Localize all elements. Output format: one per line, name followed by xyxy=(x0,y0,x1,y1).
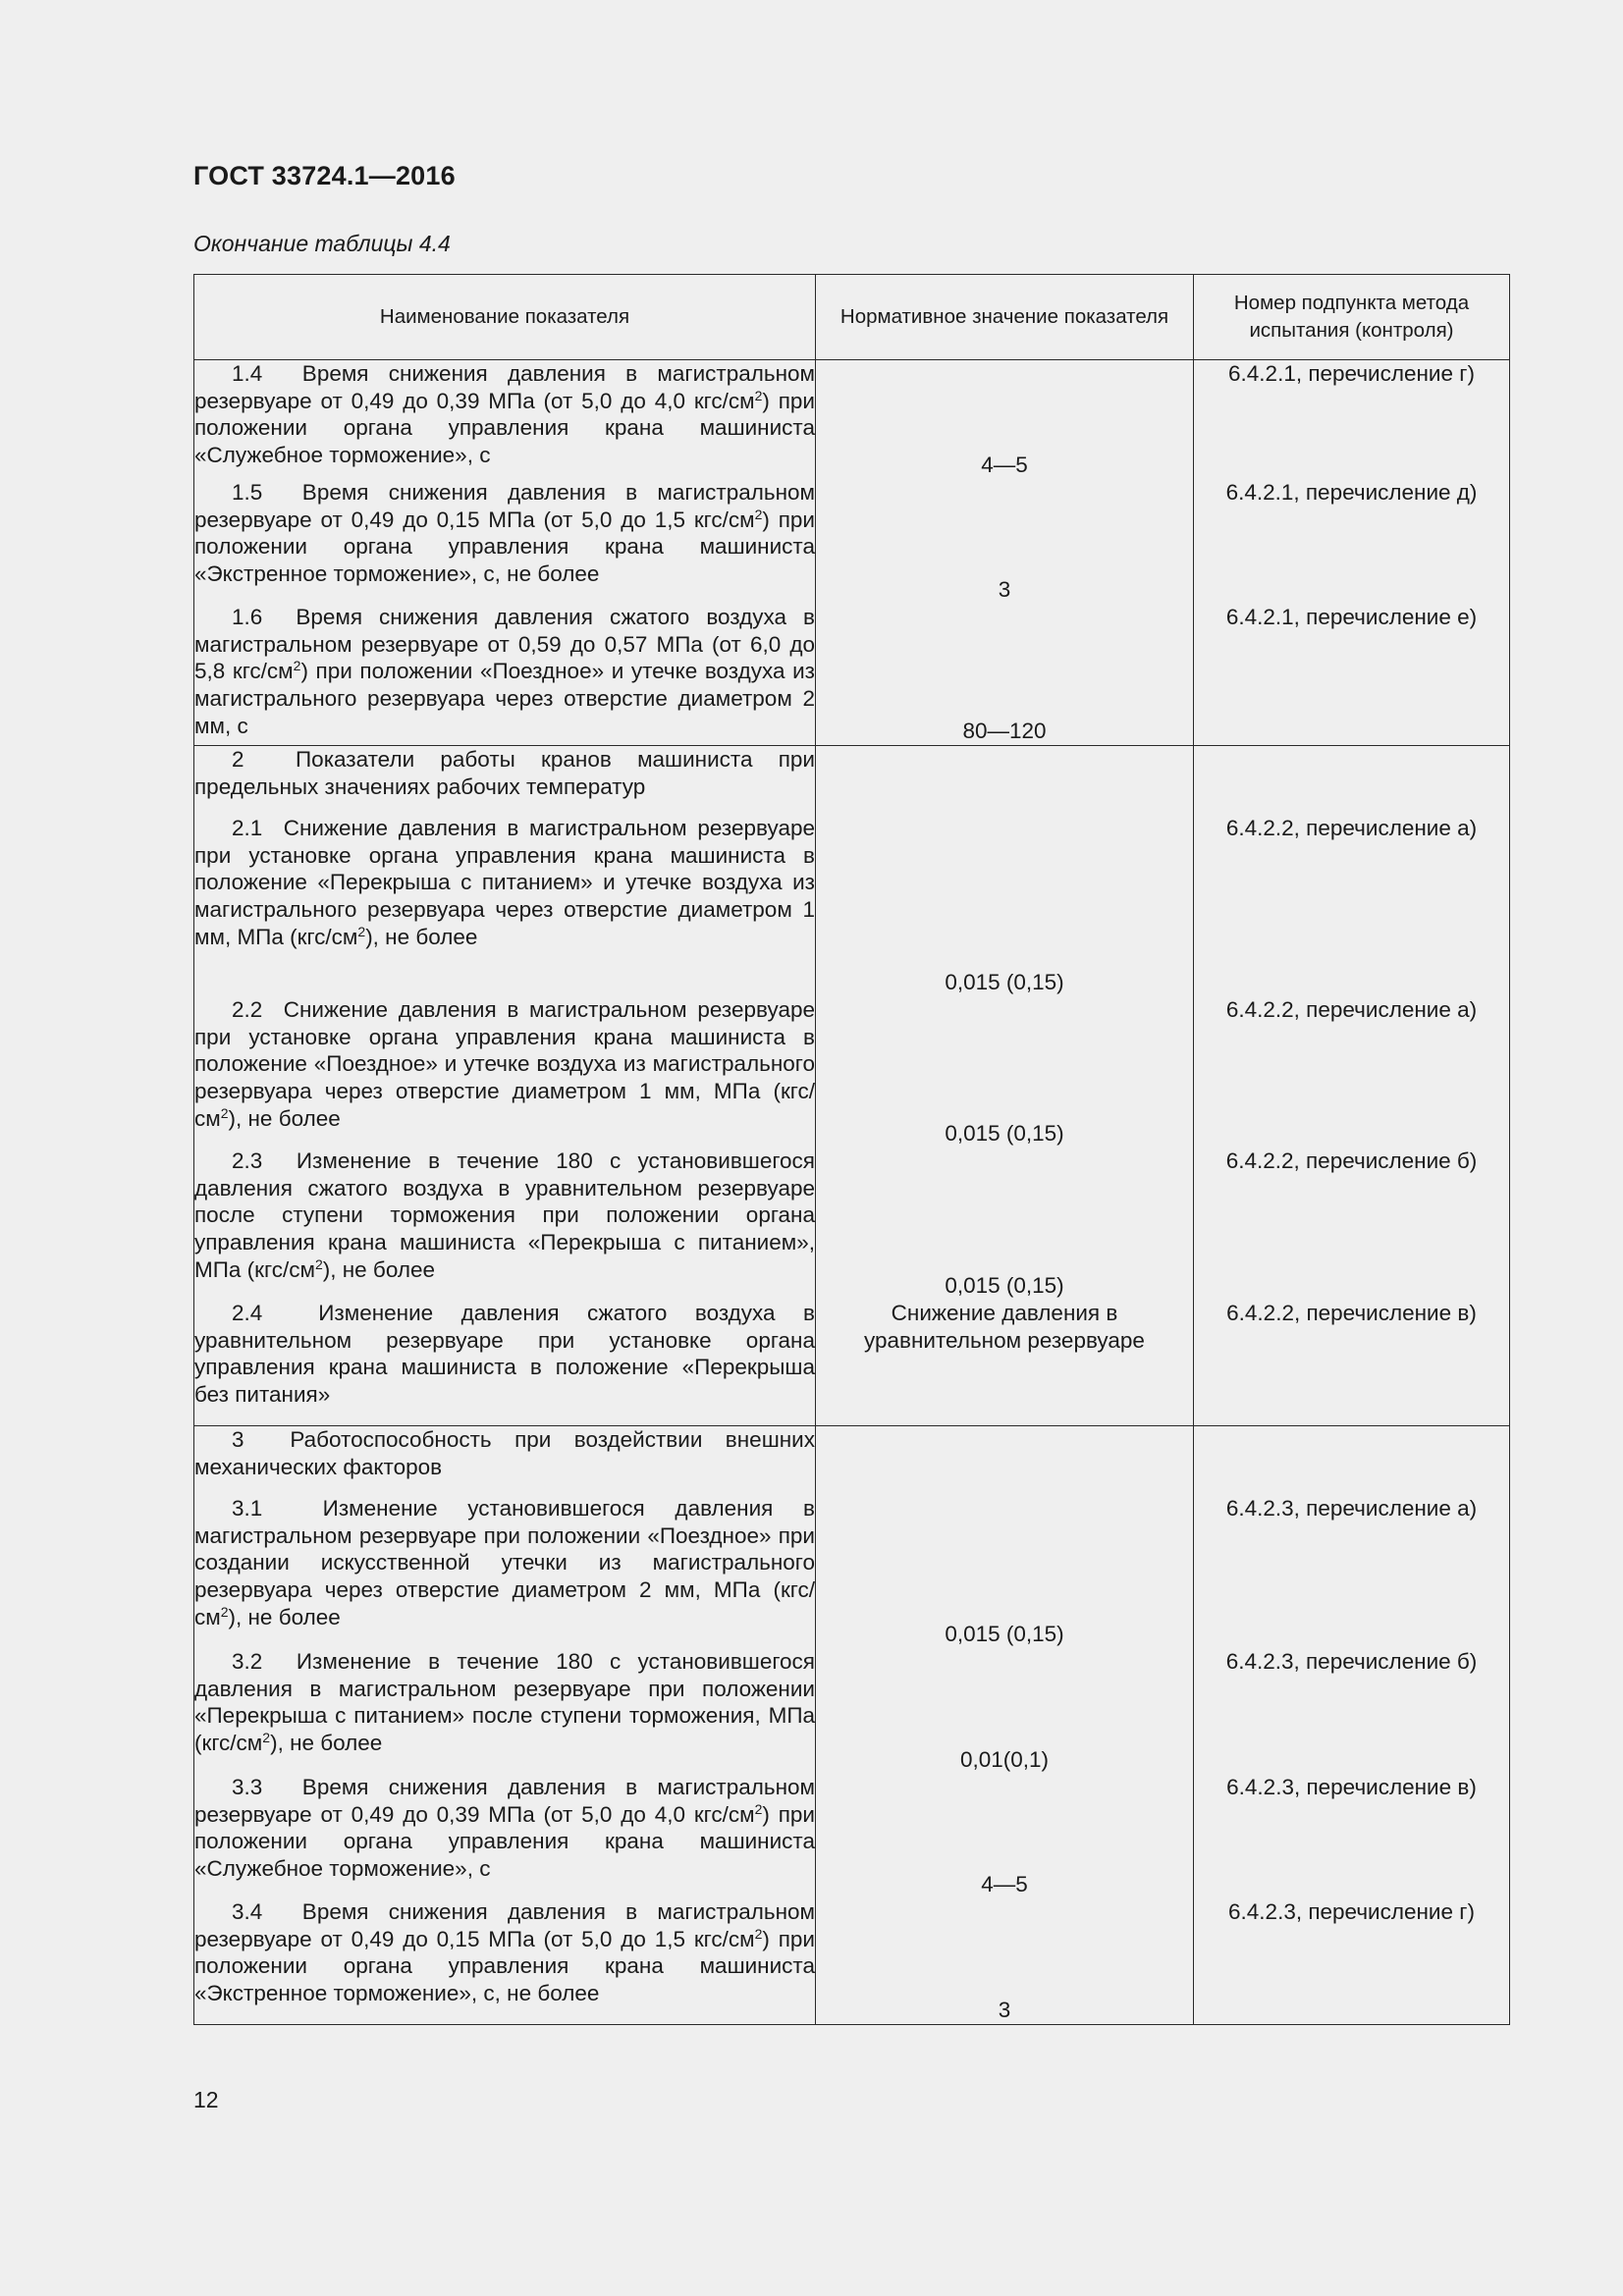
indicators-table xyxy=(193,274,1510,2025)
method-reference: 6.4.2.3, перечисление б) xyxy=(1225,1649,1478,1674)
normative-value: 0,015 (0,15) xyxy=(945,1273,1064,1299)
indicator-name: 3.1 Изменение установившегося давления в магистральном резервуаре при положении «Поездное» при создании искусственной утечки из магистрального резервуара через отверстие диаметром 2 мм, МПа $(кгс/см^2)$, не более xyxy=(194,1496,815,1629)
indicator-name: 2.2 Снижение давления в магистральном резервуаре при установке органа управления крана машиниста в положение «Поездное» и утечке воздуха из магистрального резервуара через отверстие диаметром 1 мм, МПа $(кгс/см^2)$, не более xyxy=(194,997,815,1131)
normative-value-cell xyxy=(816,1426,1194,2025)
indicator-name: 3 Работоспособность при воздействии внешних механических факторов xyxy=(194,1427,815,1479)
normative-value: Снижение давления в уравнительном резервуаре xyxy=(864,1301,1145,1353)
method-reference: 6.4.2.3, перечисление г) xyxy=(1228,1899,1475,1924)
table-caption: Окончание таблицы 4.4 xyxy=(193,231,451,256)
normative-value: 0,01(0,1) xyxy=(959,1747,1050,1773)
normative-value: 0,015 (0,15) xyxy=(945,1121,1064,1147)
column-header-method: Номер подпункта метода испытания (контроля) xyxy=(1194,275,1510,360)
method-reference: 6.4.2.3, перечисление в) xyxy=(1226,1775,1477,1799)
indicator-name: 1.4 Время снижения давления в магистральном резервуаре от 0,49 до 0,39 МПа (от 5,0 до 4,0 кгс/$см^2$) при положении органа управления крана машиниста «Служебное торможение», с xyxy=(194,361,816,468)
normative-value-cell xyxy=(816,746,1194,1426)
method-reference: 6.4.2.3, перечисление а) xyxy=(1225,1496,1478,1521)
indicator-name: 2.4 Изменение давления сжатого воздуха в уравнительном резервуаре при установке органа управления крана машиниста в положение «Перекрыша без питания» xyxy=(194,1301,815,1408)
normative-value: 4—5 xyxy=(981,453,1028,478)
normative-value: 4—5 xyxy=(981,1872,1028,1897)
column-header-name: Наименование показателя xyxy=(194,275,816,360)
method-reference: 6.4.2.1, перечисление е) xyxy=(1225,605,1478,629)
table-header-row xyxy=(194,275,1510,360)
indicator-name: 3.4 Время снижения давления в магистральном резервуаре от 0,49 до 0,15 МПа (от 5,0 до 1,5 кгс/$см^2$) при положении органа управления крана машиниста «Экстренное торможение», с, не более xyxy=(194,1899,816,2006)
page-number: 12 xyxy=(193,2087,219,2112)
document-title: ГОСТ 33724.1—2016 xyxy=(193,161,456,190)
method-reference: 6.4.2.1, перечисление д) xyxy=(1225,480,1478,505)
normative-value: 3 xyxy=(998,577,1011,603)
method-reference: 6.4.2.2, перечисление а) xyxy=(1225,997,1478,1022)
indicator-name: 3.2 Изменение в течение 180 с установившегося давления в магистральном резервуаре при положении «Перекрыша с питанием» после ступени торможения, МПа $(кгс/см^2)$, не более xyxy=(194,1649,815,1756)
method-reference-cell xyxy=(1194,746,1510,1426)
indicator-name: 2.1 Снижение давления в магистральном резервуаре при установке органа управления крана машиниста в положение «Перекрыша с питанием» и утечке воздуха из магистрального резервуара через отверстие диаметром 1 мм, МПа $(кгс/см^2)$, не более xyxy=(194,816,815,949)
method-reference: 6.4.2.2, перечисление б) xyxy=(1225,1148,1478,1173)
method-reference-cell xyxy=(1194,1426,1510,2025)
table-group-row xyxy=(194,1426,1510,2025)
table-group-row xyxy=(194,360,1510,746)
method-reference-cell xyxy=(1194,360,1510,746)
normative-value: 0,015 (0,15) xyxy=(945,970,1064,995)
indicator-name: 2.3 Изменение в течение 180 с установившегося давления сжатого воздуха в уравнительном резервуаре после ступени торможения при положении органа управления крана машиниста «Перекрыша с питанием», МПа $(кгс/см^2)$, не более xyxy=(194,1148,815,1282)
method-reference: 6.4.2.1, перечисление г) xyxy=(1228,361,1475,386)
indicator-name: 2 Показатели работы кранов машиниста при предельных значениях рабочих температур xyxy=(194,747,815,799)
method-reference: 6.4.2.2, перечисление а) xyxy=(1225,816,1478,840)
table-group-row xyxy=(194,746,1510,1426)
normative-value: 3 xyxy=(998,1998,1011,2023)
indicator-name: 1.5 Время снижения давления в магистральном резервуаре от 0,49 до 0,15 МПа (от 5,0 до 1,5 кгс/$см^2$) при положении органа управления крана машиниста «Экстренное торможение», с, не более xyxy=(194,480,816,587)
column-header-value: Нормативное значение показателя xyxy=(816,275,1194,360)
method-reference: 6.4.2.2, перечисление в) xyxy=(1226,1301,1477,1325)
normative-value: 80—120 xyxy=(962,719,1047,744)
normative-value-cell xyxy=(816,360,1194,746)
indicator-name: 3.3 Время снижения давления в магистральном резервуаре от 0,49 до 0,39 МПа (от 5,0 до 4,0 кгс/$см^2$) при положении органа управления крана машиниста «Служебное торможение», с xyxy=(194,1775,816,1882)
indicator-name: 1.6 Время снижения давления сжатого воздуха в магистральном резервуаре от 0,59 до 0,57 МПа (от 6,0 до 5,8 кгс/$см^2$) при положении «Поездное» и утечке воздуха из магистрального резервуара через отверстие диаметром 2 мм, с xyxy=(194,605,815,738)
indicator-name-cell xyxy=(194,1426,816,2025)
indicator-name-cell xyxy=(194,746,816,1426)
normative-value: 0,015 (0,15) xyxy=(945,1622,1064,1647)
indicator-name-cell xyxy=(194,360,816,746)
